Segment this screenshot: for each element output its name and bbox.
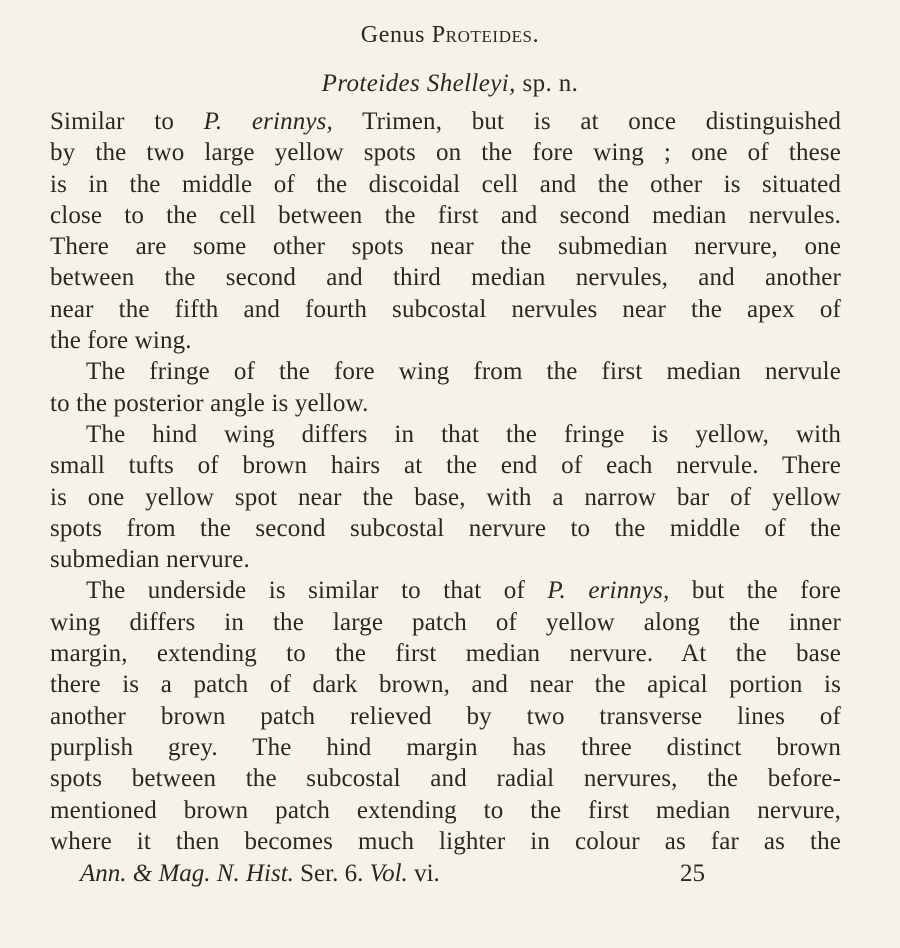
text-run: near the fifth and fourth subcostal nervules near the apex of [50, 295, 841, 323]
text-line [50, 795, 841, 826]
text-line [50, 544, 841, 575]
genus-heading [0, 22, 900, 49]
text-line [50, 262, 841, 293]
text-run: to the posterior angle is yellow. [50, 389, 369, 417]
text-run: another brown patch relieved by two transverse lines of [50, 702, 841, 730]
text-line [50, 356, 841, 387]
text-line [50, 137, 841, 168]
text-run: margin, extending to the first median nervure. At the base [50, 640, 841, 668]
description-text [50, 106, 841, 857]
text-run: purplish grey. The hind margin has three distinct brown [50, 733, 841, 761]
text-line [50, 200, 841, 231]
text-line [50, 106, 841, 137]
text-run: by the two large yellow spots on the fore wing ; one of these [50, 139, 841, 167]
text-line [50, 294, 841, 325]
text-run: There are some other spots near the submedian nervure, one [50, 233, 841, 261]
text-run: is one yellow spot near the base, with a narrow bar of yellow [50, 483, 841, 511]
footer-volume-label: Vol. [369, 860, 408, 887]
footer-series: Ser. 6. [300, 860, 364, 887]
text-line [50, 388, 841, 419]
text-line [50, 669, 841, 700]
page-footer [80, 860, 720, 888]
text-run: The underside is similar to that of [86, 577, 548, 605]
species-designation: sp. n. [522, 70, 579, 97]
footer-volume: vi. [414, 860, 440, 887]
text-line [50, 638, 841, 669]
taxon-name: P. erinnys, [203, 108, 333, 135]
species-name: Proteides Shelleyi, [321, 70, 516, 97]
genus-name: Proteides. [431, 22, 540, 48]
text-line [50, 231, 841, 262]
text-run: The hind wing differs in that the fringe is yellow, with [86, 420, 841, 448]
text-run: mentioned brown patch extending to the first median nervure, [50, 796, 841, 824]
text-line [50, 513, 841, 544]
text-run: is in the middle of the discoidal cell and the other is situated [50, 170, 841, 198]
text-line [50, 607, 841, 638]
text-line [50, 450, 841, 481]
text-run: the fore wing. [50, 327, 192, 355]
text-run: there is a patch of dark brown, and near the apical portion is [50, 671, 841, 699]
text-run: but the fore [669, 577, 842, 605]
text-line [50, 169, 841, 200]
text-line [50, 325, 841, 356]
taxon-name: P. erinnys, [547, 577, 670, 605]
text-line [50, 763, 841, 794]
text-run: between the second and third median nervules, and another [50, 264, 841, 292]
text-run: wing differs in the large patch of yellow along the inner [50, 608, 841, 636]
text-run: spots from the second subcostal nervure to the middle of the [50, 514, 841, 542]
text-run: Trimen, but is at once distinguished [332, 108, 841, 135]
signature-mark: 25 [680, 860, 705, 887]
text-run: spots between the subcostal and radial nervures, the before- [50, 765, 841, 793]
text-run: small tufts of brown hairs at the end of each nervule. There [50, 452, 841, 480]
text-line [50, 419, 841, 450]
text-run: where it then becomes much lighter in colour as far as the [50, 827, 841, 855]
text-line [50, 826, 841, 857]
genus-prefix: Genus [360, 22, 426, 48]
text-run: The fringe of the fore wing from the first median nervule [86, 358, 841, 386]
text-run: Similar to [50, 108, 204, 135]
species-heading [0, 70, 900, 98]
text-line [50, 575, 841, 606]
text-line [50, 482, 841, 513]
text-line [50, 732, 841, 763]
text-run: close to the cell between the first and second median nervules. [50, 201, 841, 229]
text-run: submedian nervure. [50, 546, 250, 574]
text-line [50, 701, 841, 732]
footer-journal: Ann. & Mag. N. Hist. [80, 860, 294, 887]
